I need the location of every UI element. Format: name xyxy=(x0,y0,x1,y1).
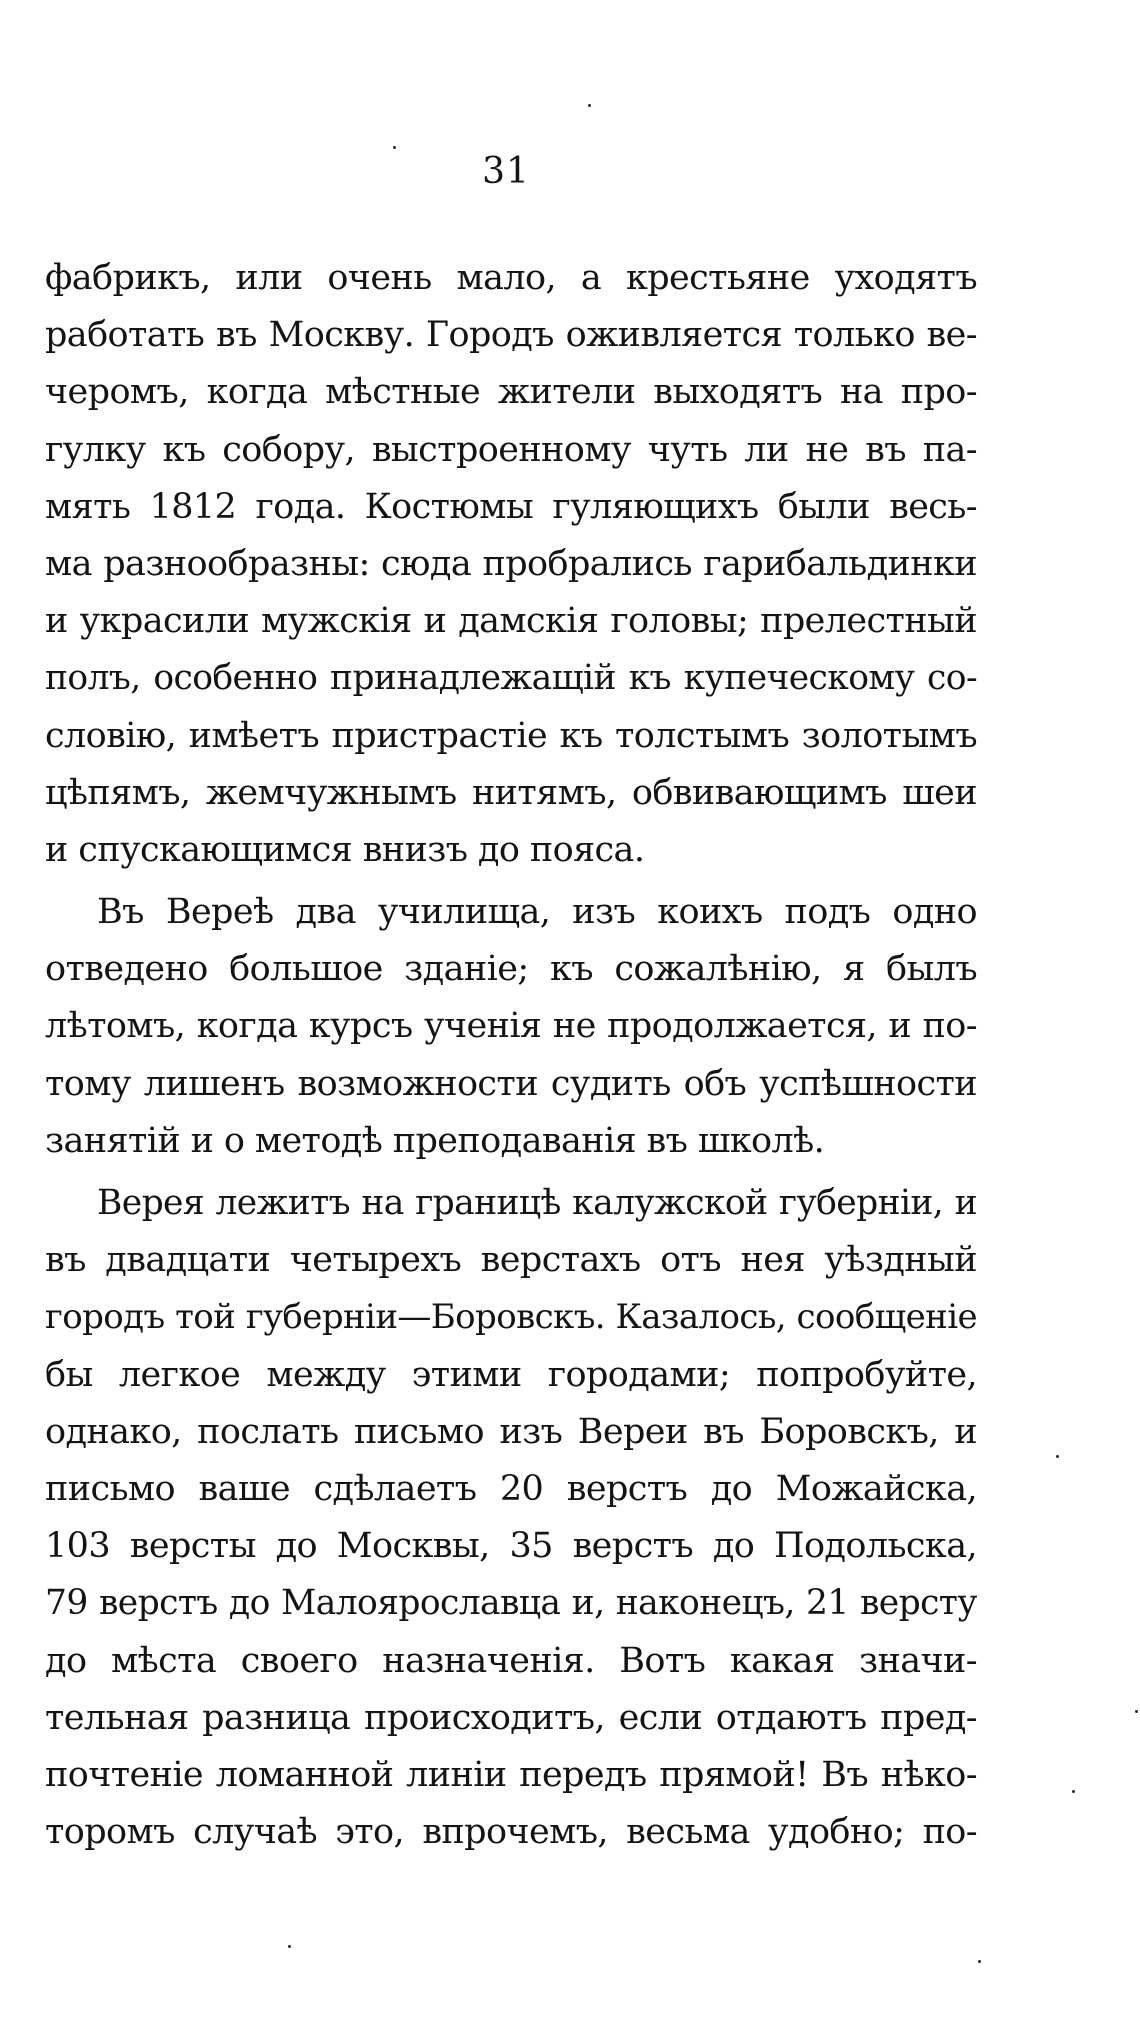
text-line: письмо ваше сдѣлаетъ 20 верстъ до Можайска, xyxy=(45,1468,977,1509)
text-line: отведено большое зданіе; къ сожалѣнію, я былъ xyxy=(45,949,977,990)
scan-speck xyxy=(1135,1710,1138,1713)
text-line: однако, послать письмо изъ Вереи въ Боровскъ, и xyxy=(45,1411,977,1452)
paragraph-3 xyxy=(45,1175,977,1861)
text-line: почтеніе ломанной линіи передъ прямой! Въ нѣко- xyxy=(45,1754,977,1795)
text-line: ма разнообразны: сюда пробрались гарибальдинки xyxy=(45,543,977,584)
paragraph-2 xyxy=(45,884,977,1170)
text-line: торомъ случаѣ это, впрочемъ, весьма удобно; по- xyxy=(45,1812,977,1853)
text-line: и спускающимся внизъ до пояса. xyxy=(45,829,645,870)
text-line: бы легкое между этими городами; попробуйте, xyxy=(45,1354,977,1395)
text-line: 103 версты до Москвы, 35 верстъ до Подольска, xyxy=(45,1526,977,1567)
scan-speck xyxy=(1056,1455,1059,1458)
text-line: лѣтомъ, когда курсъ ученія не продолжается, и по- xyxy=(45,1006,977,1047)
text-line: въ двадцати четырехъ верстахъ отъ нея уѣздный xyxy=(45,1240,977,1281)
text-line: фабрикъ, или очень мало, а крестьяне уходятъ xyxy=(45,258,977,298)
text-line: 79 верстъ до Малоярославца и, наконецъ, 21 версту xyxy=(45,1583,977,1624)
scan-speck xyxy=(978,1960,981,1963)
text-line: Верея лежитъ на границѣ калужской губерніи, и xyxy=(97,1183,977,1223)
text-line: полъ, особенно принадлежащій къ купеческому со- xyxy=(45,658,977,699)
text-line: Въ Вереѣ два училища, изъ коихъ подъ одно xyxy=(97,892,977,933)
text-line: мять 1812 года. Костюмы гуляющихъ были весь- xyxy=(45,486,977,527)
text-line: работать въ Москву. Городъ оживляется только ве- xyxy=(45,315,977,356)
text-line: цѣпямъ, жемчужнымъ нитямъ, обвивающимъ шеи xyxy=(45,772,977,813)
text-line: городъ той губерніи—Боровскъ. Казалось, сообщеніе xyxy=(45,1297,977,1338)
text-line: словію, имѣетъ пристрастіе къ толстымъ золотымъ xyxy=(45,715,977,756)
text-line: тому лишенъ возможности судить объ успѣшности xyxy=(45,1063,977,1104)
text-line: до мѣста своего назначенія. Вотъ какая значи- xyxy=(45,1640,977,1681)
body-text xyxy=(45,250,977,1861)
scan-speck xyxy=(588,104,591,107)
page-number: 31 xyxy=(482,151,530,192)
scan-speck xyxy=(288,1945,291,1948)
paragraph-1 xyxy=(45,250,977,879)
text-line: занятій и о методѣ преподаванія въ школѣ. xyxy=(45,1120,825,1161)
text-line: черомъ, когда мѣстные жители выходятъ на про- xyxy=(45,372,977,413)
scan-speck xyxy=(393,146,396,149)
text-line: гулку къ собору, выстроенному чуть ли не въ па- xyxy=(45,429,977,470)
text-line: и украсили мужскія и дамскія головы; прелестный xyxy=(45,601,977,642)
text-line: тельная разница происходитъ, если отдаютъ пред- xyxy=(45,1697,977,1738)
scan-speck xyxy=(1072,1790,1075,1793)
